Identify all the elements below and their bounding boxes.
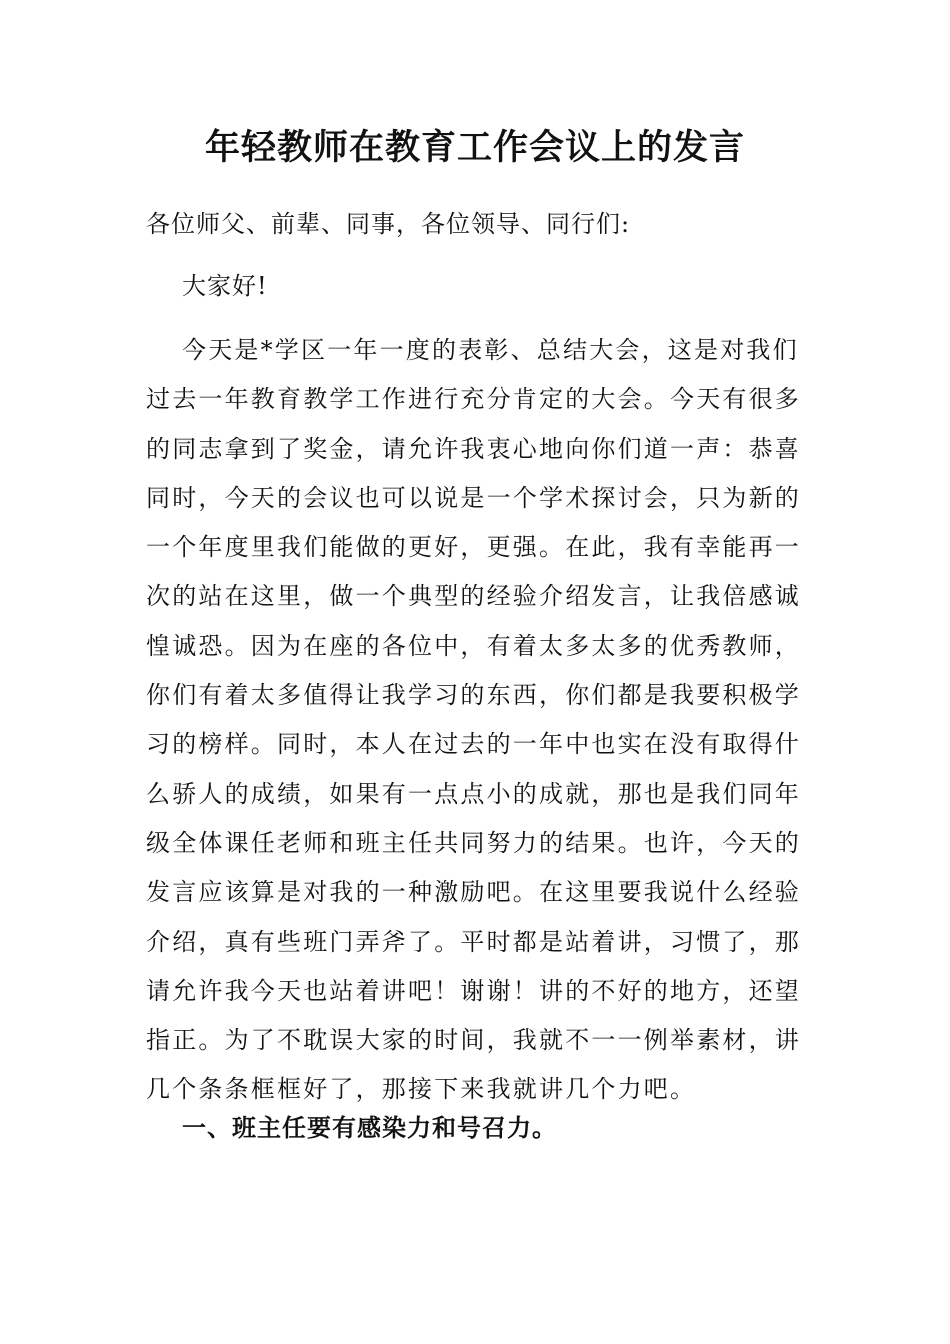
paragraph-line: 一个年度里我们能做的更好，更强。在此，我有幸能再一 <box>146 533 801 562</box>
paragraph-line: 习的榜样。同时，本人在过去的一年中也实在没有取得什 <box>146 730 801 759</box>
paragraph-line: 发言应该算是对我的一种激励吧。在这里要我说什么经验 <box>146 878 801 907</box>
paragraph-line: 的同志拿到了奖金，请允许我衷心地向你们道一声：恭喜 <box>146 434 801 463</box>
paragraph-line: 同时，今天的会议也可以说是一个学术探讨会，只为新的 <box>146 483 801 512</box>
speech-paragraph <box>146 326 806 1115</box>
section-heading: 一、班主任要有感染力和号召力。 <box>182 1113 557 1142</box>
paragraph-line: 今天是*学区一年一度的表彰、总结大会，这是对我们 <box>182 336 799 364</box>
document-title: 年轻教师在教育工作会议上的发言 <box>204 127 745 168</box>
paragraph-line: 次的站在这里，做一个典型的经验介绍发言，让我倍感诚 <box>146 582 801 611</box>
paragraph-line: 级全体课任老师和班主任共同努力的结果。也许，今天的 <box>146 828 801 857</box>
paragraph-line: 介绍，真有些班门弄斧了。平时都是站着讲，习惯了，那 <box>146 927 801 956</box>
paragraph-line: 惶诚恐。因为在座的各位中，有着太多太多的优秀教师， <box>146 631 801 660</box>
paragraph-line: 指正。为了不耽误大家的时间，我就不一一例举素材，讲 <box>146 1026 801 1055</box>
salutation-line: 各位师父、前辈、同事，各位领导、同行们: <box>146 210 631 238</box>
paragraph-line: 么骄人的成绩，如果有一点点小的成就，那也是我们同年 <box>146 779 801 808</box>
paragraph-line: 你们有着太多值得让我学习的东西，你们都是我要积极学 <box>146 681 801 710</box>
paragraph-line: 过去一年教育教学工作进行充分肯定的大会。今天有很多 <box>146 385 801 414</box>
paragraph-line: 请允许我今天也站着讲吧！谢谢！讲的不好的地方，还望 <box>146 976 801 1005</box>
greeting-line: 大家好! <box>182 272 268 300</box>
paragraph-line: 几个条条框框好了，那接下来我就讲几个力吧。 <box>146 1075 697 1104</box>
